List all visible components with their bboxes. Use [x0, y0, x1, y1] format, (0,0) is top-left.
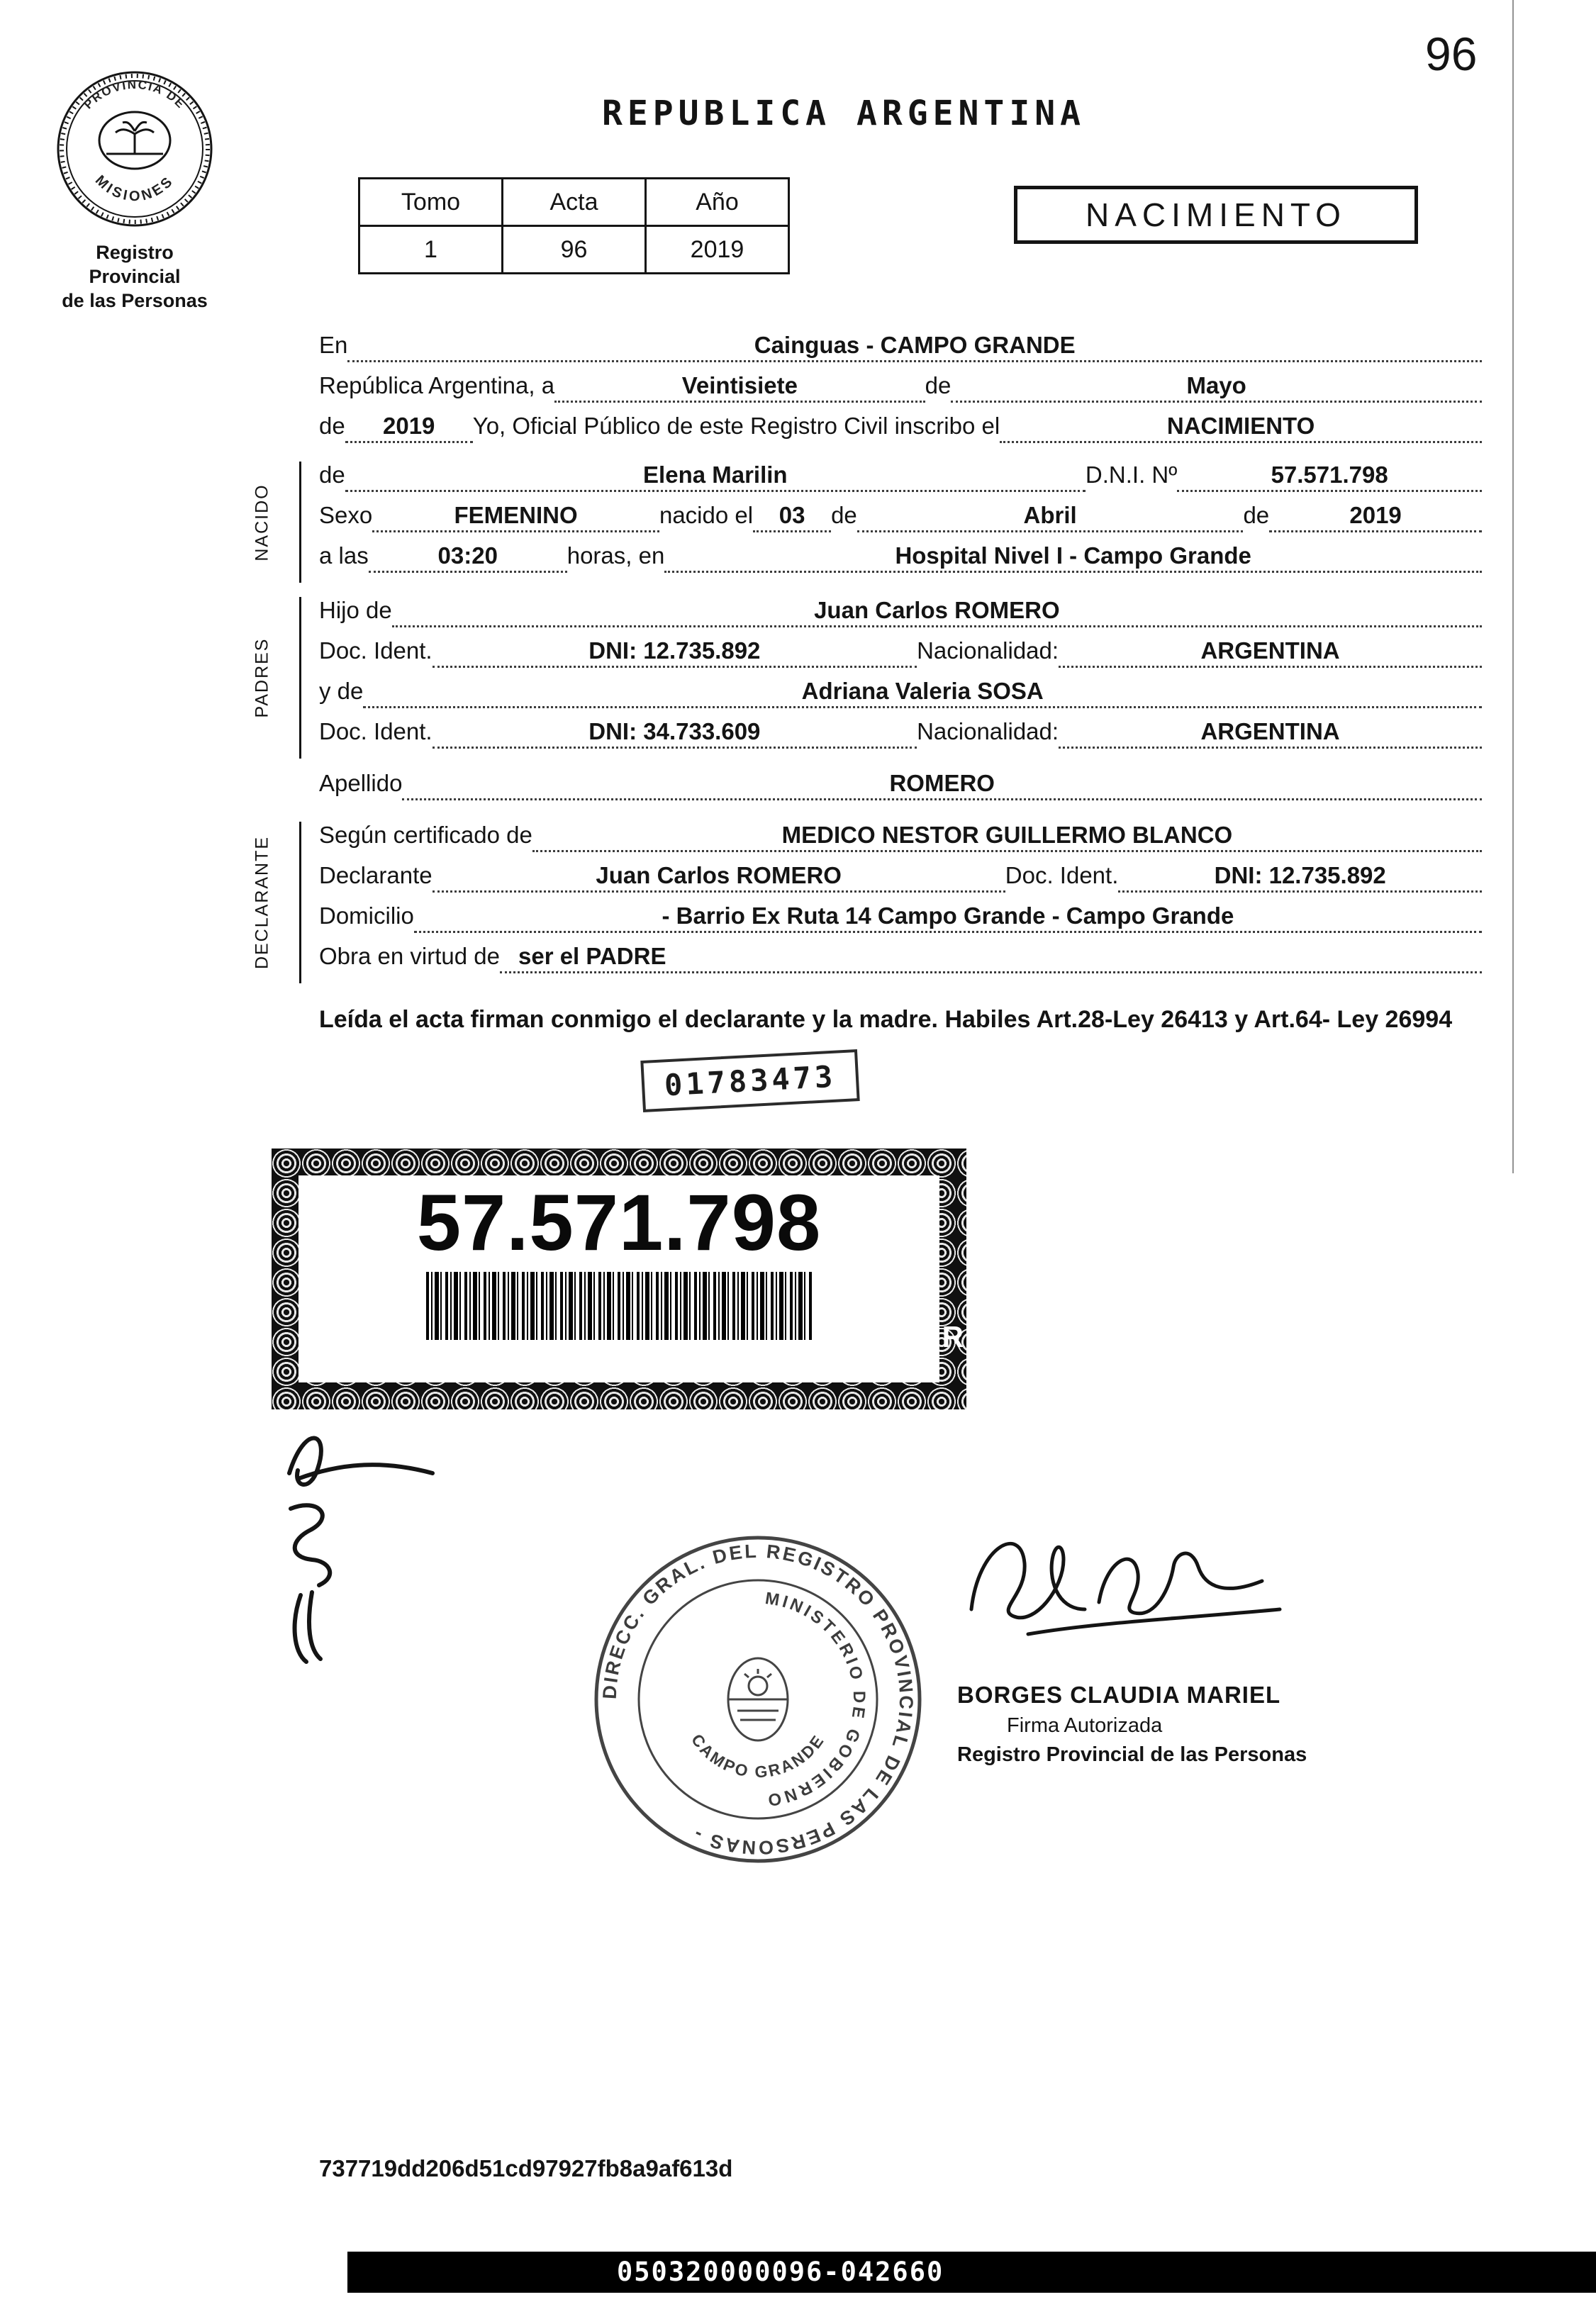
- dni-large-number: 57.571.798: [416, 1178, 822, 1267]
- value-inscribo: NACIMIENTO: [1000, 413, 1482, 443]
- label-doc-ident-declarante: Doc. Ident.: [1005, 862, 1119, 888]
- value-birth-time: 03:20: [369, 542, 567, 573]
- value-newborn-name: Elena Marilin: [345, 462, 1086, 492]
- value-birth-place: Hospital Nivel I - Campo Grande: [664, 542, 1482, 573]
- value-newborn-dni: 57.571.798: [1177, 462, 1482, 492]
- provincial-seal-icon: [53, 67, 216, 230]
- seal-caption: [50, 241, 220, 313]
- value-certificado: MEDICO NESTOR GUILLERMO BLANCO: [532, 822, 1482, 852]
- footer-barcode-text: 050320000096-042660: [617, 2257, 944, 2287]
- value-year: 2019: [345, 413, 473, 443]
- registry-round-stamp: [588, 1530, 927, 1869]
- document-hash: 737719dd206d51cd97927fb8a9af613d: [319, 2155, 733, 2181]
- value-birth-day: 03: [753, 502, 831, 532]
- label-nacionalidad-mother: Nacionalidad:: [917, 718, 1059, 744]
- label-obra: Obra en virtud de: [319, 943, 500, 969]
- label-hijo-de: Hijo de: [319, 597, 392, 623]
- label-a-las: a las: [319, 542, 369, 569]
- seal-ring-bottom-text: MISIONES: [91, 172, 178, 205]
- label-doc-ident-mother: Doc. Ident.: [319, 718, 433, 744]
- acta-col-acta: Acta: [503, 179, 646, 226]
- value-father-nationality: ARGENTINA: [1059, 637, 1482, 668]
- acta-col-ano: Año: [646, 179, 789, 226]
- label-segun-certificado: Según certificado de: [319, 822, 532, 848]
- value-father-name: Juan Carlos ROMERO: [392, 597, 1482, 627]
- form-row-apellido: [319, 770, 1482, 810]
- form-row-certificado: [319, 822, 1482, 862]
- value-apellido: ROMERO: [402, 770, 1482, 800]
- acta-table: [358, 177, 790, 274]
- signer-role: Firma Autorizada: [1007, 1714, 1163, 1737]
- svg-text:MISIONES: [92, 172, 177, 204]
- form-row-sex-birthdate: [319, 502, 1482, 542]
- seal-ring-top-text: PROVINCIA DE: [81, 77, 189, 112]
- acta-val-tomo: 1: [359, 226, 503, 274]
- label-declarante: Declarante: [319, 862, 433, 888]
- value-mother-nationality: ARGENTINA: [1059, 718, 1482, 749]
- provincial-seal: [50, 67, 220, 313]
- section-nacido: [252, 462, 1482, 583]
- form-row-father: [319, 597, 1482, 637]
- form-row-obra: [319, 943, 1482, 983]
- document-title: REPUBLICA ARGENTINA: [601, 94, 1086, 133]
- label-sexo: Sexo: [319, 502, 373, 528]
- section-label-padres: PADRES: [252, 637, 272, 718]
- form-row-date: [319, 372, 1482, 413]
- section-padres: [252, 597, 1482, 759]
- frame-letter: R: [942, 1320, 964, 1353]
- record-type-box: NACIMIENTO: [1014, 186, 1418, 244]
- value-birth-month: Abril: [857, 502, 1244, 532]
- acta-val-acta: 96: [503, 226, 646, 274]
- value-declarante-doc: DNI: 12.735.892: [1118, 862, 1482, 893]
- value-mother-doc: DNI: 34.733.609: [433, 718, 917, 749]
- label-inscribo: Yo, Oficial Público de este Registro Civil inscribo el: [472, 413, 1000, 439]
- form-row-name: [319, 462, 1482, 502]
- acta-col-tomo: Tomo: [359, 179, 503, 226]
- value-month: Mayo: [951, 372, 1482, 403]
- signer-name: BORGES CLAUDIA MARIEL: [957, 1682, 1281, 1708]
- label-horas-en: horas, en: [567, 542, 665, 569]
- value-sexo: FEMENINO: [372, 502, 659, 532]
- official-signature-flourish: [957, 1503, 1298, 1666]
- seal-caption-line1: Registro Provincial: [89, 242, 181, 287]
- label-y-de: y de: [319, 678, 364, 704]
- label-de2: de: [319, 413, 345, 439]
- stamp-outer-text: DIRECC. GRAL. DEL REGISTRO PROVINCIAL DE LAS PERSONAS -: [598, 1540, 917, 1859]
- form-row-inscription: [319, 413, 1482, 453]
- acta-table-value-row: [359, 226, 789, 274]
- label-nacionalidad-father: Nacionalidad:: [917, 637, 1059, 664]
- section-label-nacido: NACIDO: [252, 483, 272, 561]
- closing-paragraph: Leída el acta firman conmigo el declarante y la madre. Habiles Art.28-Ley 26413 y Art.64- Ley 26994: [319, 1006, 1453, 1033]
- value-mother-name: Adriana Valeria SOSA: [363, 678, 1482, 708]
- handwritten-initials-flourish: [269, 1418, 454, 1673]
- acta-val-ano: 2019: [646, 226, 789, 274]
- form-row-time-place: [319, 542, 1482, 583]
- label-nacido-el: nacido el: [659, 502, 754, 528]
- certificate-form: [252, 332, 1482, 1037]
- seal-palm-tree: [116, 122, 154, 154]
- form-row-place: [319, 332, 1482, 372]
- value-obra: ser el PADRE: [500, 943, 1482, 973]
- value-declarante-name: Juan Carlos ROMERO: [433, 862, 1005, 893]
- form-row-declarante: [319, 862, 1482, 902]
- stamp-middle-text: MINISTERIO DE GOBIERNO: [764, 1588, 869, 1810]
- signer-organization: Registro Provincial de las Personas: [957, 1743, 1307, 1766]
- form-row-mother-doc: [319, 718, 1482, 759]
- dni-security-label-inner: [298, 1175, 939, 1382]
- stamp-inner-text: CAMPO GRANDE: [687, 1730, 829, 1782]
- signature-block: [957, 1682, 1411, 1767]
- form-row-domicilio: [319, 902, 1482, 943]
- page-number: 96: [1425, 28, 1478, 80]
- dni-security-label: [272, 1148, 966, 1409]
- footer-barcode-bar: [347, 2252, 1596, 2293]
- value-domicilio: - Barrio Ex Ruta 14 Campo Grande - Campo Grande: [414, 902, 1482, 933]
- label-de-name: de: [319, 462, 345, 488]
- value-birth-year: 2019: [1269, 502, 1482, 532]
- stamp-crest: [728, 1658, 788, 1740]
- value-place: Cainguas - CAMPO GRANDE: [347, 332, 1482, 362]
- value-father-doc: DNI: 12.735.892: [433, 637, 917, 668]
- form-row-mother: [319, 678, 1482, 718]
- seal-caption-line2: de las Personas: [62, 289, 208, 311]
- label-en: En: [319, 332, 348, 358]
- svg-text:CAMPO GRANDE: [688, 1731, 828, 1781]
- form-row-father-doc: [319, 637, 1482, 678]
- label-de4: de: [1243, 502, 1270, 528]
- stamp-serial-number: 01783473: [640, 1049, 860, 1112]
- dni-barcode: [426, 1272, 813, 1340]
- label-domicilio: Domicilio: [319, 902, 414, 929]
- scan-edge-line: [1512, 0, 1514, 1173]
- label-dni: D.N.I. Nº: [1085, 462, 1178, 488]
- label-apellido: Apellido: [319, 770, 403, 796]
- acta-table-header-row: [359, 179, 789, 226]
- section-label-declarante: DECLARANTE: [252, 835, 272, 970]
- label-doc-ident-father: Doc. Ident.: [319, 637, 433, 664]
- value-day-word: Veintisiete: [554, 372, 925, 403]
- label-de3: de: [831, 502, 857, 528]
- section-declarante: [252, 822, 1482, 983]
- label-de: de: [925, 372, 952, 398]
- label-republica: República Argentina, a: [319, 372, 555, 398]
